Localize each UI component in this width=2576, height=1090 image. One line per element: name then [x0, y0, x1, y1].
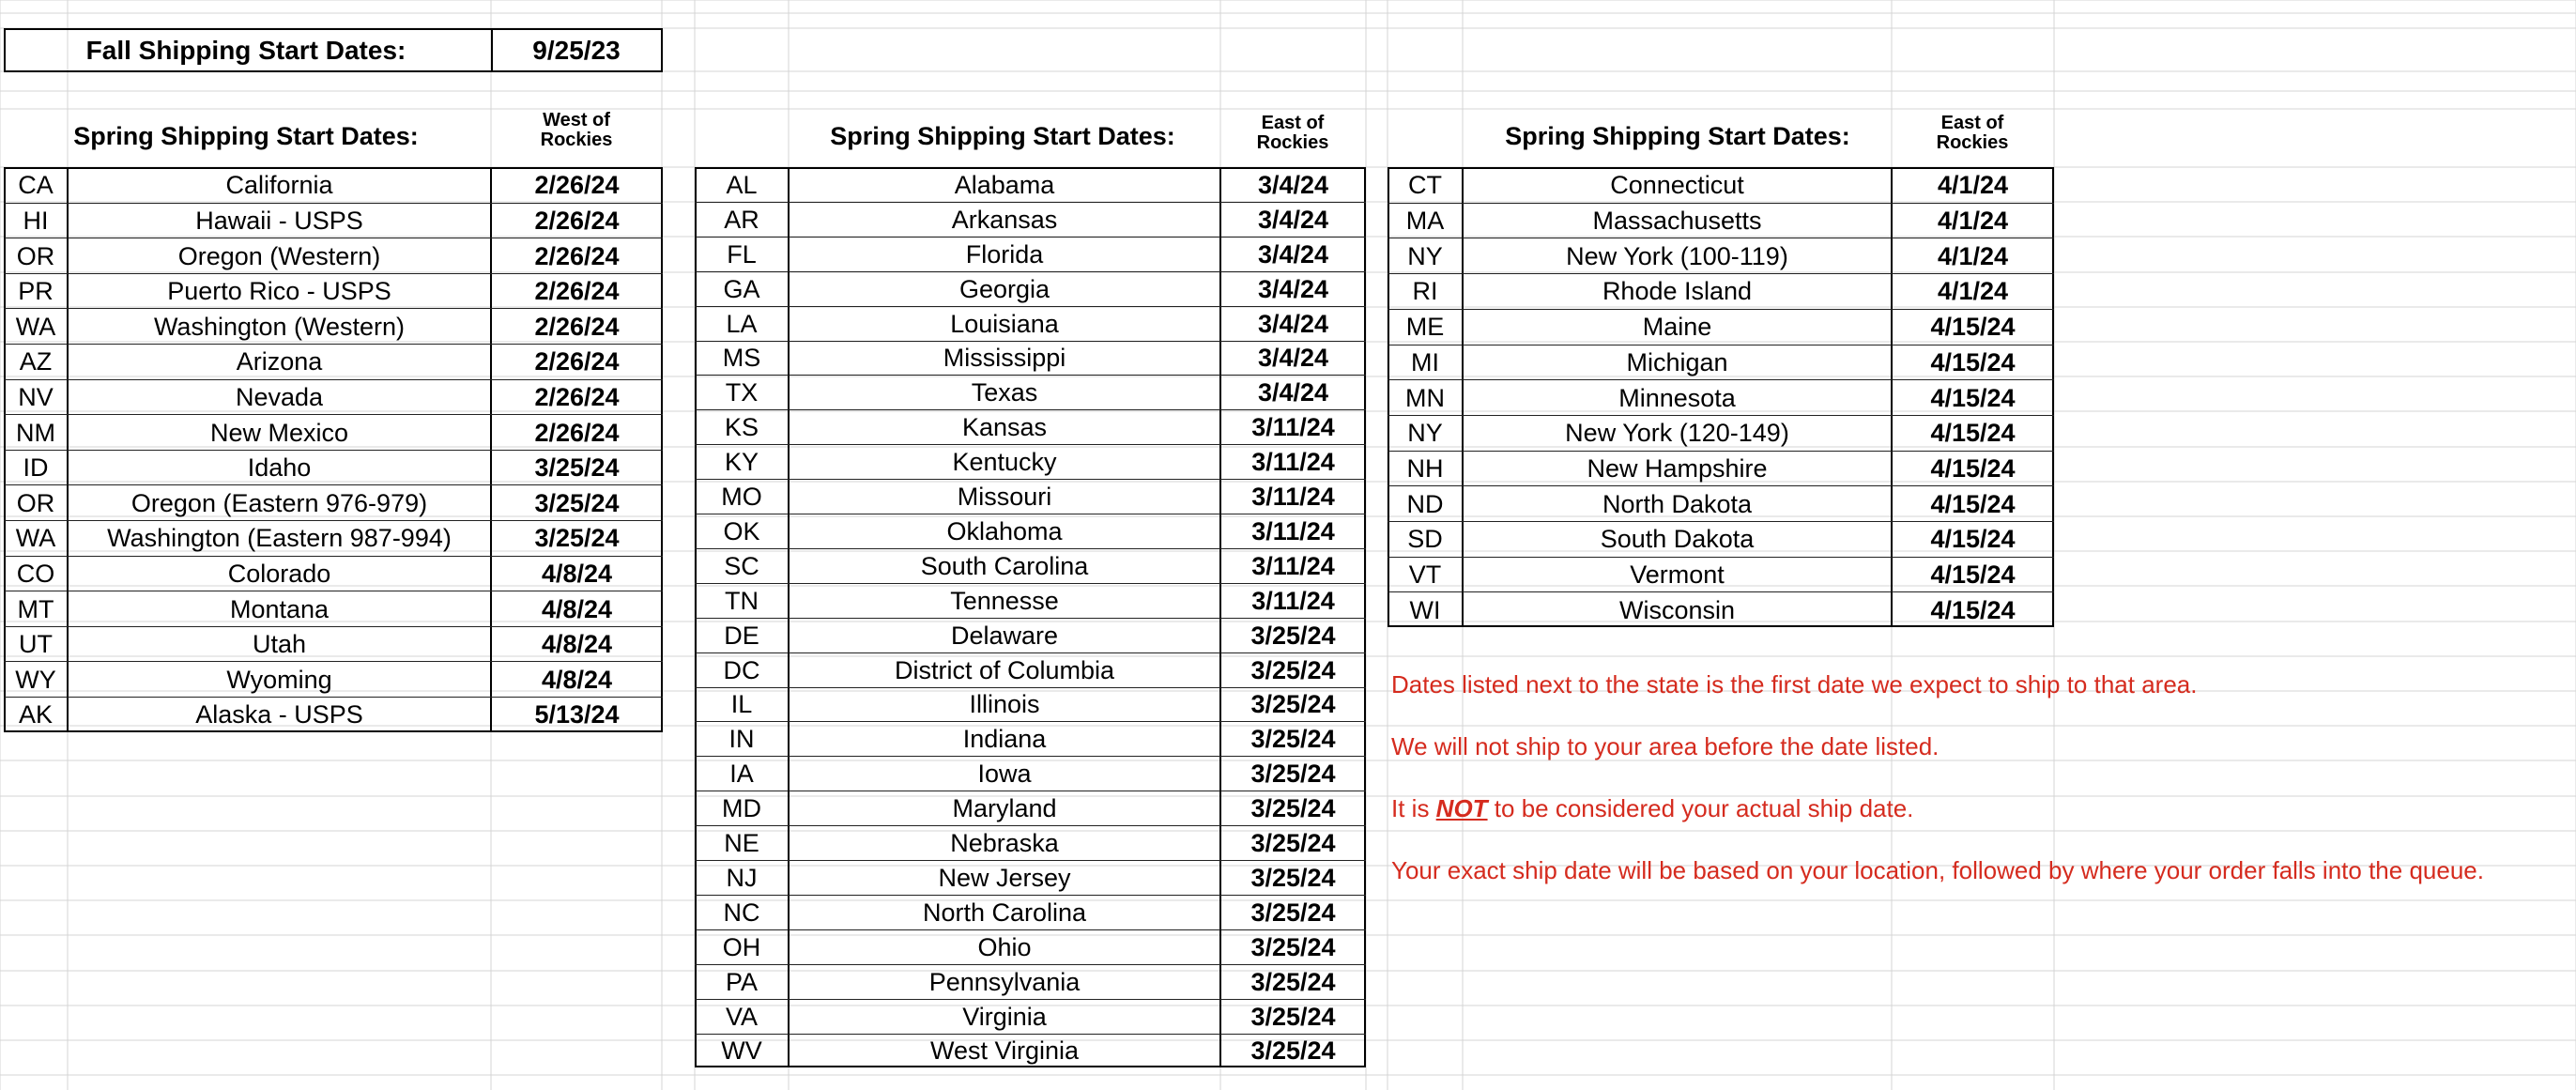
west-row-date: 2/26/24 [534, 418, 620, 447]
east-row-abbr: MA [1405, 207, 1445, 236]
west-spring-header: Spring Shipping Start Dates: [73, 122, 419, 150]
west-row-state: Colorado [227, 559, 331, 588]
west-region-label: West of Rockies [540, 110, 613, 150]
mid-row-state: New Jersey [938, 863, 1071, 892]
mid-row-state: Tennesse [950, 586, 1059, 615]
west-row-abbr: WA [15, 524, 56, 553]
mid-row-state: Texas [971, 378, 1038, 407]
east-row-state: South Dakota [1600, 525, 1755, 554]
east-row-date: 4/15/24 [1930, 347, 2016, 376]
west-row-date: 4/8/24 [541, 630, 613, 659]
mid-row-abbr: IL [730, 690, 753, 719]
mid-row-date: 3/25/24 [1250, 794, 1336, 823]
west-row-abbr: WY [15, 665, 56, 694]
mid-row-date: 3/25/24 [1250, 725, 1336, 754]
mid-row-abbr: IA [729, 760, 754, 789]
west-row-state: New Mexico [209, 418, 349, 447]
east-row-abbr: MN [1405, 383, 1445, 412]
mid-row-abbr: AL [726, 170, 758, 199]
west-row-abbr: OR [16, 241, 55, 270]
mid-row-state: Missouri [957, 483, 1052, 512]
mid-row-date: 3/4/24 [1257, 170, 1329, 199]
mid-row-abbr: AR [724, 205, 759, 234]
west-row-state: Utah [252, 630, 307, 659]
mid-row-date: 3/11/24 [1251, 586, 1335, 615]
west-row-date: 3/25/24 [534, 524, 620, 553]
mid-row-date: 3/25/24 [1250, 829, 1336, 858]
mid-row-state: Illinois [969, 690, 1040, 719]
note-line-2: We will not ship to your area before the date listed. [1391, 732, 1940, 760]
mid-row-state: Georgia [958, 274, 1050, 303]
mid-row-abbr: MS [722, 344, 761, 373]
east-row-date: 4/15/24 [1930, 525, 2016, 554]
east-row-abbr: SD [1407, 525, 1443, 554]
east-row-abbr: VT [1408, 560, 1442, 590]
mid-row-date: 3/11/24 [1251, 448, 1335, 477]
west-row-abbr: NM [16, 418, 55, 447]
fall-shipping-box [4, 28, 663, 72]
west-row-state: Puerto Rico - USPS [167, 277, 391, 306]
west-row-state: Washington (Western) [153, 312, 406, 341]
west-row-state: California [225, 171, 333, 200]
east-row-date: 4/15/24 [1930, 383, 2016, 412]
mid-row-state: Florida [965, 239, 1044, 269]
mid-row-abbr: KS [724, 413, 759, 442]
mid-row-state: Alabama [954, 170, 1055, 199]
mid-row-date: 3/4/24 [1257, 205, 1329, 234]
east-row-abbr: NY [1407, 241, 1443, 270]
mid-row-date: 3/25/24 [1250, 1002, 1336, 1031]
west-row-date: 2/26/24 [534, 312, 620, 341]
fall-shipping-date: 9/25/23 [532, 36, 621, 65]
mid-row-abbr: TX [725, 378, 759, 407]
mid-row-state: South Carolina [920, 551, 1089, 580]
mid-region-label: East of Rockies [1256, 113, 1329, 153]
east-row-date: 4/15/24 [1930, 595, 2016, 624]
east-row-state: Maine [1642, 313, 1712, 342]
east-row-abbr: ME [1405, 313, 1445, 342]
east-row-abbr: ND [1406, 489, 1444, 518]
west-row-state: Oregon (Western) [177, 241, 381, 270]
mid-row-state: Kansas [961, 413, 1048, 442]
west-row-state: Idaho [247, 453, 312, 483]
mid-row-state: Kentucky [952, 448, 1057, 477]
mid-row-date: 3/11/24 [1251, 516, 1335, 545]
east-row-date: 4/1/24 [1937, 277, 2009, 306]
mid-row-abbr: NE [724, 829, 759, 858]
west-row-date: 2/26/24 [534, 347, 620, 376]
mid-row-abbr: LA [726, 309, 758, 338]
west-row-abbr: CO [16, 559, 55, 588]
mid-row-abbr: GA [723, 274, 760, 303]
east-row-state: Rhode Island [1602, 277, 1753, 306]
mid-row-abbr: NJ [726, 863, 758, 892]
west-row-abbr: OR [16, 488, 55, 517]
west-row-date: 2/26/24 [534, 277, 620, 306]
mid-row-date: 3/4/24 [1257, 274, 1329, 303]
mid-row-state: Mississippi [943, 344, 1066, 373]
west-row-abbr: AK [18, 700, 54, 729]
west-row-abbr: MT [17, 594, 54, 623]
mid-row-date: 3/4/24 [1257, 309, 1329, 338]
mid-row-date: 3/25/24 [1250, 932, 1336, 961]
east-spring-header: Spring Shipping Start Dates: [1505, 122, 1850, 150]
east-row-date: 4/15/24 [1930, 560, 2016, 590]
west-row-date: 4/8/24 [541, 559, 613, 588]
east-row-date: 4/1/24 [1937, 207, 2009, 236]
mid-row-state: Arkansas [951, 205, 1058, 234]
mid-row-abbr: SC [724, 551, 759, 580]
west-row-date: 4/8/24 [541, 665, 613, 694]
mid-row-state: Maryland [952, 794, 1057, 823]
west-row-abbr: PR [18, 277, 54, 306]
mid-row-date: 3/25/24 [1250, 621, 1336, 650]
mid-row-state: North Carolina [922, 898, 1087, 927]
east-row-abbr: NY [1407, 419, 1443, 448]
mid-row-state: Nebraska [950, 829, 1059, 858]
west-row-date: 5/13/24 [534, 700, 620, 729]
east-row-state: New York (100-119) [1566, 241, 1788, 270]
east-row-date: 4/15/24 [1930, 489, 2016, 518]
mid-row-date: 3/4/24 [1257, 344, 1329, 373]
mid-row-abbr: TN [725, 586, 759, 615]
east-row-state: New York (120-149) [1565, 419, 1789, 448]
east-row-state: Wisconsin [1618, 595, 1736, 624]
west-row-date: 2/26/24 [534, 382, 620, 411]
mid-row-abbr: PA [725, 967, 759, 996]
mid-row-date: 3/25/24 [1250, 898, 1336, 927]
east-row-date: 4/1/24 [1937, 241, 2009, 270]
mid-row-date: 3/25/24 [1250, 655, 1336, 684]
west-row-state: Hawaii - USPS [195, 206, 363, 235]
west-row-state: Alaska - USPS [195, 700, 363, 729]
east-row-date: 4/15/24 [1930, 419, 2016, 448]
west-row-abbr: HI [23, 206, 49, 235]
west-row-abbr: WA [15, 312, 56, 341]
mid-row-date: 3/11/24 [1251, 483, 1335, 512]
mid-row-abbr: KY [724, 448, 759, 477]
east-row-state: New Hampshire [1587, 453, 1768, 483]
mid-row-abbr: NC [723, 898, 760, 927]
east-region-label: East of Rockies [1936, 113, 2009, 153]
west-row-state: Montana [229, 594, 330, 623]
fall-shipping-label: Fall Shipping Start Dates: [85, 36, 406, 65]
east-row-date: 4/15/24 [1930, 313, 2016, 342]
east-row-state: Vermont [1630, 560, 1725, 590]
east-row-abbr: RI [1412, 277, 1438, 306]
mid-row-state: Pennsylvania [928, 967, 1081, 996]
east-row-state: North Dakota [1602, 489, 1753, 518]
mid-row-state: West Virginia [929, 1036, 1080, 1066]
west-row-date: 2/26/24 [534, 171, 620, 200]
mid-row-date: 3/25/24 [1250, 1036, 1336, 1066]
mid-row-date: 3/4/24 [1257, 378, 1329, 407]
mid-row-date: 3/25/24 [1250, 863, 1336, 892]
west-row-date: 4/8/24 [541, 594, 613, 623]
west-row-abbr: CA [18, 171, 54, 200]
mid-row-abbr: VA [725, 1002, 759, 1031]
mid-row-abbr: MO [721, 483, 762, 512]
west-row-abbr: ID [23, 453, 49, 483]
east-row-abbr: CT [1408, 171, 1442, 200]
east-row-state: Massachusetts [1592, 207, 1762, 236]
west-row-date: 3/25/24 [534, 488, 620, 517]
west-row-state: Arizona [236, 347, 323, 376]
west-row-state: Wyoming [226, 665, 332, 694]
west-row-abbr: AZ [19, 347, 53, 376]
mid-row-state: Virginia [962, 1002, 1047, 1031]
mid-row-date: 3/25/24 [1250, 967, 1336, 996]
east-row-date: 4/1/24 [1937, 171, 2009, 200]
west-row-date: 2/26/24 [534, 206, 620, 235]
east-row-state: Connecticut [1610, 171, 1744, 200]
mid-row-date: 3/25/24 [1250, 690, 1336, 719]
note-emphasis: NOT [1435, 794, 1488, 822]
west-row-date: 3/25/24 [534, 453, 620, 483]
east-row-state: Minnesota [1618, 383, 1736, 412]
west-row-date: 2/26/24 [534, 241, 620, 270]
mid-row-state: District of Columbia [894, 655, 1115, 684]
mid-row-state: Oklahoma [946, 516, 1063, 545]
east-row-date: 4/15/24 [1930, 453, 2016, 483]
mid-row-date: 3/11/24 [1251, 413, 1335, 442]
west-row-state: Nevada [235, 382, 324, 411]
note-line-4: Your exact ship date will be based on your location, followed by where your order falls into the queue. [1391, 856, 2484, 884]
east-row-abbr: WI [1409, 595, 1441, 624]
mid-row-abbr: WV [721, 1036, 762, 1066]
mid-row-date: 3/11/24 [1251, 551, 1335, 580]
mid-row-abbr: IN [728, 725, 755, 754]
mid-row-abbr: FL [727, 239, 757, 269]
mid-row-state: Delaware [950, 621, 1059, 650]
note-line-3: It is NOT to be considered your actual ship date. [1391, 794, 1914, 822]
mid-row-abbr: OH [722, 932, 761, 961]
west-row-state: Washington (Eastern 987-994) [107, 524, 452, 553]
mid-row-state: Iowa [977, 760, 1032, 789]
mid-row-date: 3/25/24 [1250, 760, 1336, 789]
west-row-abbr: UT [19, 630, 53, 659]
mid-row-abbr: DE [724, 621, 759, 650]
mid-row-state: Indiana [962, 725, 1047, 754]
mid-row-abbr: DC [723, 655, 760, 684]
mid-row-state: Louisiana [950, 309, 1059, 338]
mid-spring-header: Spring Shipping Start Dates: [830, 122, 1175, 150]
mid-row-abbr: OK [723, 516, 760, 545]
west-row-state: Oregon (Eastern 976-979) [130, 488, 428, 517]
note-line-1: Dates listed next to the state is the first date we expect to ship to that area. [1391, 670, 2198, 699]
east-row-state: Michigan [1626, 347, 1728, 376]
mid-row-state: Ohio [977, 932, 1032, 961]
east-row-abbr: MI [1411, 347, 1439, 376]
west-row-abbr: NV [18, 382, 54, 411]
east-row-abbr: NH [1406, 453, 1444, 483]
mid-row-date: 3/4/24 [1257, 239, 1329, 269]
mid-row-abbr: MD [722, 794, 761, 823]
